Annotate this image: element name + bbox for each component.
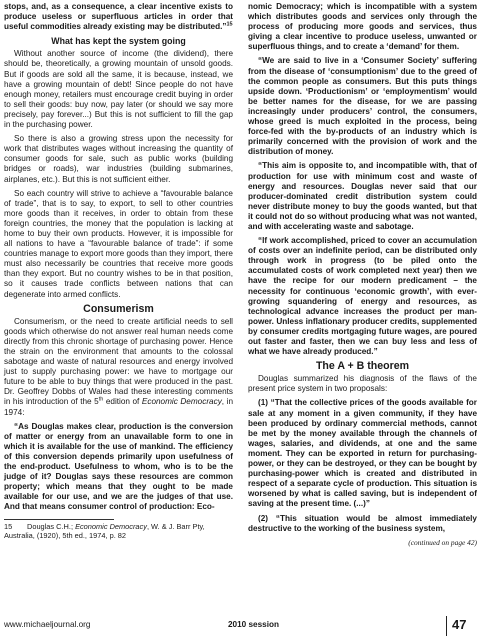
heading-ab-theorem: The A + B theorem	[315, 360, 410, 373]
footer-url: www.michaeljournal.org	[4, 620, 91, 629]
quote-consumer-society: “We are said to live in a ‘Consumer Society’ suffering from the disease of ‘consumptionism’ due to the greed of the common people as consumers. But this puts things upside down. ‘Productionism’ or ‘employmentism’ would be better names for the disease, for we are passing increasingly under producers’ control, the consumers, whose greed is much exploited in the process, being force-fed with the by-products of an industry which is primarily concerned with the provision of work and the distribution of money.	[248, 56, 477, 157]
quote-aim-opposite: “This aim is opposite to, and incompatible with, that of production for use with minimum cost and waste of energy and resources. Douglas never said that our producer-dominated credit distribution system could never distribute money to buy the goods wanted, but that it could not do so without producing what was not wanted, and with accelerating waste and sabotage.	[248, 161, 477, 231]
opening-paragraph: stops, and, as a consequence, a clear incentive exists to produce useless or superfluous articles in order that useful commodities already existing may be distributed.”$^{15}$	[4, 2, 233, 32]
footnote-ref: 15	[226, 21, 233, 28]
paragraph-douglas-summary: Douglas summarized his diagnosis of the flaws of the present price system in two proposals:	[248, 374, 477, 394]
proposal-2: (2) “This situation would be almost immediately destructive to the working of the business system,	[248, 513, 477, 533]
paragraph-without-income: Without another source of income (the dividend), there should be, theoretically, a growing mountain of unsold goods. But if goods are sold all the same, it is because, instead, we have a growing mountain of debt! Since people do not have enough money, retailers must encourage credit buying in order to sell their goods: buy now, pay later (or should we say more precisely, pay forever...) But this is not sufficient to fill the gap in the purchasing power.	[4, 49, 233, 130]
heading-consumerism: Consumerism	[83, 302, 154, 315]
footer-divider	[446, 616, 447, 636]
proposal-1: (1) “That the collective prices of the goods available for sale at any moment in a given community, if they have been produced by ordinary commercial methods, cannot be met by the money available through the channels of wages, salaries, and dividends, at one and the same moment. They can be exported in return for purchasing-power, or they can be destroyed, or they can be bought by purchasing-power which is created and distributed in respect of a separate cycle of production. This situation is worsened by what is called saving, but is independent of saving at the present time. (...)”	[248, 398, 477, 509]
page-footer	[0, 616, 480, 636]
footnote-15: 15 Douglas C.H.; Economic Democracy, W. & J. Barr Pty, Australia, (1920), 5th ed., 1974, p. 82	[4, 521, 205, 540]
paragraph-growing-stress: So there is also a growing stress upon the necessity for work that distributes wages without increasing the quantity of consumer goods for sale, such as public works (building bridges or roads), war industries (building submarines, airplanes, etc.). But this is not sufficient either.	[4, 134, 233, 184]
quote-continuation: nomic Democracy; which is incompatible with a system which distributes goods and services only through the process of producing more goods and services, thus giving a clear incentive to produce useless, unwanted or superfluous things, and to create a ‘demand’ for them.	[248, 2, 477, 52]
continued-note: (continued on page 42)	[408, 537, 477, 547]
right-column	[248, 2, 477, 548]
subheading-system-going: What has kept the system going	[51, 36, 186, 47]
left-column	[4, 2, 233, 540]
page-number: 47	[452, 617, 467, 632]
paragraph-consumerism: Consumerism, or the need to create artificial needs to sell goods which otherwise do not answer real human needs come directly from this chronic shortage of purchasing power. Hence the strain on the environment that amounts to the colossal sabotage and waste of natural resources and energy involved just to supply purchasing power: we have to mortgage our future to be able to buy things that were produced in the past. Dr. Geoffrey Dobbs of Wales had these interesting comments in his introduction of the 5th edition of Economic Democracy, in 1974:	[4, 316, 233, 417]
quote-dobbs: “As Douglas makes clear, production is the conversion of matter or energy from an unavailable form to one in which it is available for the use of mankind. The efficiency of this conversion depends primarily upon usefulness of the end-product. Usefulness to whom, who is to be the judge of it? Douglas says these resources are common property; which means that they ought to be made available for our use, and we are the judges of that use. And that means consumer control of production: Eco-	[4, 421, 233, 512]
quote-work-accomplished: “If work accomplished, priced to cover an accumulation of costs over an indefinite period, can be distributed only through work in progress (to be piled onto the accumulated costs of work completed next year) then we have the recipe for our modern predicament – the necessity for continuous ‘economic growth’, with ever-growing squandering of energy and resources, as technological advance increases the product per man-power. Unless inflationary producer credits, supplemented by consumer credits mortgaging future wages, are poured out faster and faster, then we can buy less and less of what we have already produced.”	[248, 236, 477, 357]
footnote-rule	[4, 519, 114, 520]
paragraph-balance-of-trade: So each country will strive to achieve a “favourable balance of trade”, that is to say, to export, to sell to other countries more goods than it receives, in order to obtain from these foreign countries, the money that the population is lacking at home to buy their own products. However, it is impossible for all nations to have a “favourable balance of trade”: if some countries manage to export more goods than they import, there must also necessarily be countries that receive more goods than they export. But no country wishes to be in that position, so it causes trade conflicts between nations that can degenerate into armed conflicts.	[4, 188, 233, 299]
footer-session: 2010 session	[228, 620, 279, 629]
